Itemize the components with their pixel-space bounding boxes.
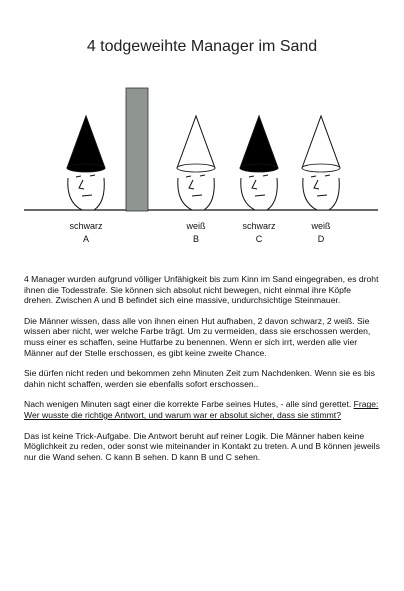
rescue-text: Nach wenigen Minuten sagt einer die korrekte Farbe seines Hutes, - alle sind gerettet. <box>24 399 352 410</box>
eyes-c <box>249 175 268 177</box>
paragraph-question <box>24 399 382 420</box>
head-b <box>178 178 215 210</box>
hat-b <box>177 116 215 168</box>
manager-a <box>67 116 105 210</box>
manager-c <box>240 116 278 210</box>
paragraph-hint: Das ist keine Trick-Aufgabe. Die Antwort beruht auf reiner Logik. Die Männer haben keine Möglichkeit zu reden, oder sonst wie miteinander in Kontakt zu treten. A und B können jeweils nur die Wand sehen. C kann B sehen. D kann B und C sehen. <box>24 430 380 462</box>
paragraph-rules: Die Männer wissen, dass alle von ihnen einen Hut aufhaben, 2 davon schwarz, 2 weiß. Sie wissen aber nicht, wer welche Farbe trägt. Um zu vermeiden, dass sie erschossen werden, muss einer es schaffen, seine Hutfarbe zu benennen. Wenn er sich irrt, werden alle vier Männer auf der Stelle erschossen, es gibt keine zweite Chance. <box>24 315 371 358</box>
head-a <box>68 178 105 210</box>
manager-d <box>302 116 340 210</box>
head-c <box>241 178 278 210</box>
manager-id-c: C <box>255 234 263 244</box>
hat-a <box>67 116 105 168</box>
hat-label-a: schwarz <box>69 221 103 231</box>
manager-id-a: A <box>82 234 89 244</box>
hat-brim-c <box>240 164 278 172</box>
hat-label-d: weiß <box>311 221 331 231</box>
hat-c <box>240 116 278 168</box>
paragraph-time: Sie dürfen nicht reden und bekommen zehn Minuten Zeit zum Nachdenken. Wenn sie es bis dahin nicht schaffen, werden sie ebenfalls sofort erschossen.. <box>24 368 375 389</box>
eyes-a <box>76 175 95 177</box>
label-manager-d <box>291 220 351 246</box>
eyes-b <box>186 175 205 177</box>
eyes-d <box>311 175 330 177</box>
hat-brim-b <box>177 164 215 172</box>
hat-label-b: weiß <box>186 221 206 231</box>
manager-b <box>177 116 215 210</box>
label-manager-a <box>56 220 116 246</box>
hat-brim-d <box>302 164 340 172</box>
question-text: Frage: Wer wusste die richtige Antwort, und warum war er absolut sicher, dass sie stimmt? <box>24 399 379 420</box>
label-manager-b <box>166 220 226 246</box>
manager-id-b: B <box>192 234 199 244</box>
hat-label-c: schwarz <box>242 221 276 231</box>
manager-id-d: D <box>317 234 325 244</box>
hat-brim-a <box>67 164 105 172</box>
stone-wall <box>126 88 148 211</box>
puzzle-text <box>24 274 382 472</box>
head-d <box>303 178 340 210</box>
hat-d <box>302 116 340 168</box>
page-title: 4 todgeweihte Manager im Sand <box>86 38 318 55</box>
paragraph-intro: 4 Manager wurden aufgrund völliger Unfähigkeit bis zum Kinn im Sand eingegraben, es droht ihnen die Todesstrafe. Sie können sich absolut nicht bewegen, nicht einmal ihre Köpfe drehen. Zwischen A und B befindet sich eine massive, undurchsichtige Steinmauer. <box>24 274 379 306</box>
label-manager-c <box>229 220 289 246</box>
